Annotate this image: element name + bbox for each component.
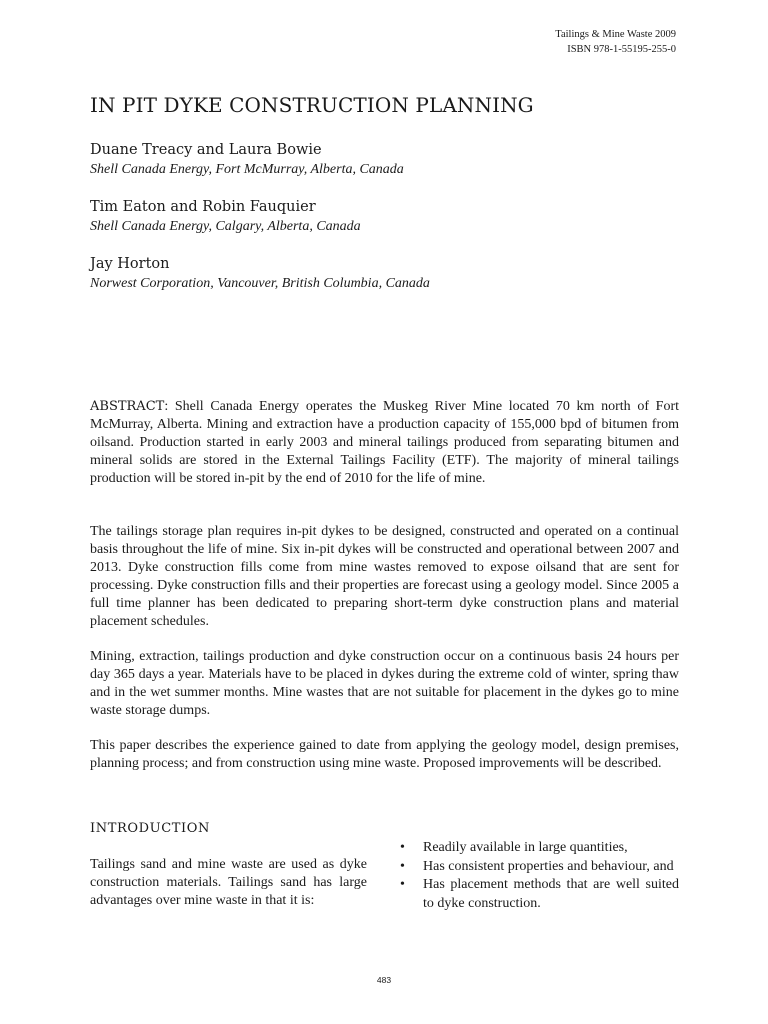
paper-title: IN PIT DYKE CONSTRUCTION PLANNING: [90, 93, 534, 117]
body-paragraph: This paper describes the experience gained to date from applying the geology model, design premises, planning process; and from construction using mine waste. Proposed improvements will be described.: [90, 738, 679, 771]
list-item: [397, 876, 679, 913]
advantages-list: [397, 839, 679, 913]
abstract: [90, 398, 679, 488]
page-number: 483: [376, 975, 392, 985]
list-item-text: Readily available in large quantities,: [423, 840, 628, 855]
author-affiliation: Shell Canada Energy, Calgary, Alberta, Canada: [90, 219, 361, 234]
list-item-text: Has consistent properties and behaviour, and: [423, 858, 674, 874]
section-heading: INTRODUCTION: [90, 821, 210, 836]
author-affiliation: Norwest Corporation, Vancouver, British Columbia, Canada: [90, 276, 430, 291]
introduction-text: Tailings sand and mine waste are used as dyke construction materials. Tailings sand has large advantages over mine waste in that it is:: [90, 857, 367, 908]
isbn: ISBN 978-1-55195-255-0: [567, 44, 676, 55]
header-meta: [555, 27, 676, 57]
author-affiliation: Shell Canada Energy, Fort McMurray, Alberta, Canada: [90, 162, 404, 177]
author-block: [90, 140, 404, 179]
bullet-icon: •: [400, 840, 405, 855]
bullet-icon: •: [400, 858, 405, 874]
abstract-text: : Shell Canada Energy operates the Muskeg River Mine located 70 km north of Fort McMurray, Alberta. Mining and extraction have a production capacity of 155,000 bpd of bitumen from oilsand. Production started in early 2003 and mineral tailings produced from separating bitumen and mineral solids are stored in the External Tailings Facility (ETF). The majority of mineral tailings production will be stored in-pit by the end of 2010 for the life of mine.: [90, 399, 679, 486]
abstract-label: ABSTRACT: [90, 399, 165, 414]
author-names: Jay Horton: [90, 256, 170, 272]
conference-name: Tailings & Mine Waste 2009: [555, 29, 676, 40]
bullet-icon: •: [400, 877, 405, 892]
author-names: Duane Treacy and Laura Bowie: [90, 142, 322, 158]
author-names: Tim Eaton and Robin Fauquier: [90, 199, 316, 215]
list-item-text: Has placement methods that are well suited to dyke construction.: [423, 877, 679, 911]
list-item: [397, 858, 679, 877]
body-paragraph: The tailings storage plan requires in-pit dykes to be designed, constructed and operated on a continual basis throughout the life of mine. Six in-pit dykes will be constructed and operational between 2007 and 2013. Dyke construction fills come from mine wastes removed to expose oilsand that are sent for processing. Dyke construction fills and their properties are forecast using a geology model. Since 2005 a full time planner has been dedicated to preparing short-term dyke construction plans and material placement schedules.: [90, 524, 679, 629]
body-paragraph: Mining, extraction, tailings production and dyke construction occur on a continuous basis 24 hours per day 365 days a year. Materials have to be placed in dykes during the extreme cold of winter, spring thaw and in the wet summer months. Mine wastes that are not suitable for placement in the dykes go to mine waste storage dumps.: [90, 649, 679, 718]
author-block: [90, 254, 430, 293]
list-item: [397, 839, 679, 858]
author-block: [90, 197, 361, 236]
